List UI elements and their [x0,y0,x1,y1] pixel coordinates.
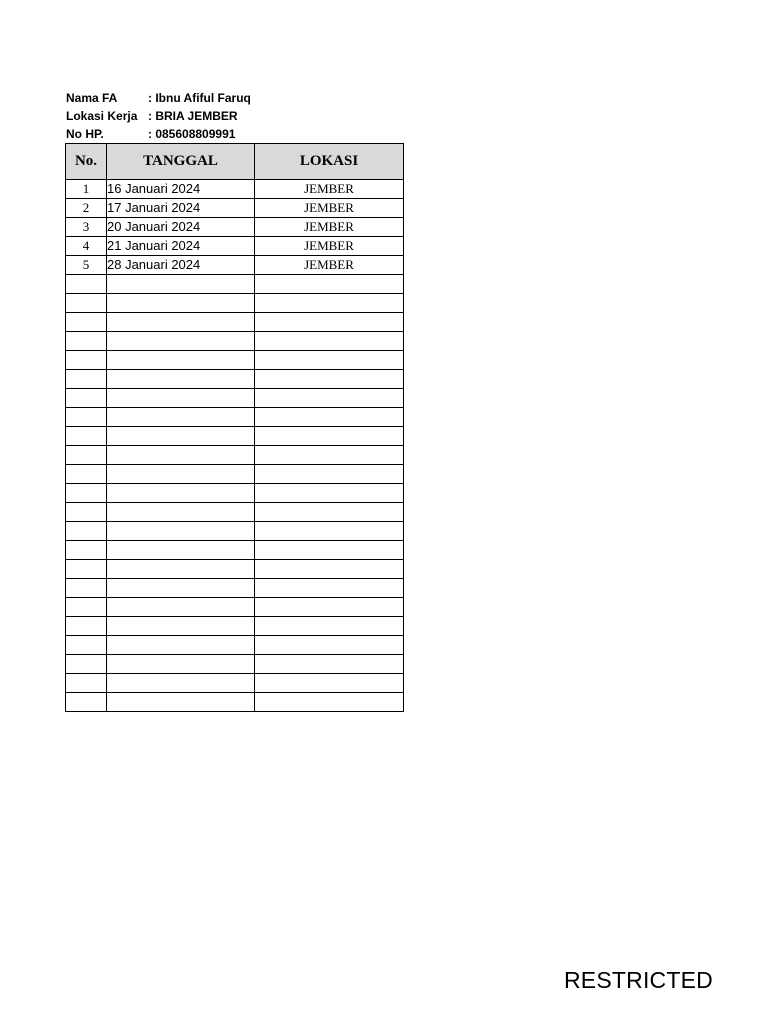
empty-table-row [66,484,404,503]
phone-value: : 085608809991 [148,127,236,141]
table-row [66,218,404,237]
empty-table-row [66,655,404,674]
empty-table-row [66,275,404,294]
empty-cell [66,636,107,655]
column-header-no: No. [66,144,107,180]
empty-table-row [66,370,404,389]
table-row [66,199,404,218]
empty-cell [107,522,255,541]
cell-tanggal: 28 Januari 2024 [107,256,255,275]
empty-cell [255,465,404,484]
empty-cell [107,294,255,313]
empty-cell [255,617,404,636]
empty-cell [255,560,404,579]
empty-table-row [66,427,404,446]
empty-cell [66,294,107,313]
empty-cell [66,522,107,541]
empty-cell [66,408,107,427]
empty-cell [255,275,404,294]
empty-cell [107,389,255,408]
empty-table-row [66,598,404,617]
empty-cell [107,560,255,579]
phone-label: No HP. [66,127,104,141]
empty-cell [107,332,255,351]
empty-table-row [66,332,404,351]
empty-cell [66,351,107,370]
empty-cell [255,294,404,313]
empty-table-row [66,446,404,465]
cell-tanggal: 17 Januari 2024 [107,199,255,218]
empty-cell [66,674,107,693]
cell-no: 3 [66,218,107,237]
empty-table-row [66,560,404,579]
empty-cell [107,693,255,712]
empty-cell [66,484,107,503]
empty-cell [66,693,107,712]
cell-lokasi: JEMBER [255,180,404,199]
empty-cell [66,503,107,522]
empty-table-row [66,351,404,370]
empty-cell [66,465,107,484]
empty-cell [255,313,404,332]
cell-tanggal: 16 Januari 2024 [107,180,255,199]
cell-no: 2 [66,199,107,218]
cell-lokasi: JEMBER [255,199,404,218]
empty-cell [255,655,404,674]
empty-cell [255,427,404,446]
name-label: Nama FA [66,91,118,105]
empty-table-row [66,674,404,693]
empty-cell [107,275,255,294]
empty-cell [66,313,107,332]
empty-cell [255,541,404,560]
empty-cell [255,503,404,522]
empty-cell [255,484,404,503]
empty-cell [255,370,404,389]
empty-cell [66,598,107,617]
empty-cell [66,389,107,408]
empty-cell [255,332,404,351]
cell-tanggal: 20 Januari 2024 [107,218,255,237]
empty-cell [107,541,255,560]
empty-cell [66,655,107,674]
cell-no: 1 [66,180,107,199]
empty-cell [107,674,255,693]
empty-cell [66,332,107,351]
empty-table-row [66,294,404,313]
empty-cell [255,446,404,465]
empty-table-row [66,313,404,332]
cell-no: 5 [66,256,107,275]
cell-tanggal: 21 Januari 2024 [107,237,255,256]
empty-table-row [66,636,404,655]
empty-table-row [66,465,404,484]
empty-table-row [66,617,404,636]
cell-lokasi: JEMBER [255,256,404,275]
name-value: : Ibnu Afiful Faruq [148,91,251,105]
empty-cell [107,636,255,655]
empty-table-row [66,579,404,598]
table-header-row [66,144,404,180]
empty-cell [107,598,255,617]
work-location-value: : BRIA JEMBER [148,109,238,123]
table-row [66,180,404,199]
empty-cell [107,446,255,465]
empty-table-row [66,389,404,408]
empty-cell [66,579,107,598]
empty-cell [107,351,255,370]
cell-no: 4 [66,237,107,256]
empty-cell [107,408,255,427]
column-header-tanggal: TANGGAL [107,144,255,180]
empty-cell [255,522,404,541]
empty-table-row [66,541,404,560]
attendance-table [65,143,404,712]
column-header-lokasi: LOKASI [255,144,404,180]
empty-table-row [66,693,404,712]
empty-cell [255,351,404,370]
empty-cell [107,313,255,332]
empty-cell [255,674,404,693]
empty-cell [66,541,107,560]
restricted-label: RESTRICTED [564,967,713,993]
empty-cell [66,275,107,294]
empty-table-row [66,503,404,522]
cell-lokasi: JEMBER [255,218,404,237]
empty-cell [66,617,107,636]
empty-cell [107,427,255,446]
empty-cell [107,655,255,674]
empty-cell [255,598,404,617]
cell-lokasi: JEMBER [255,237,404,256]
empty-cell [66,446,107,465]
table-body [66,180,404,712]
empty-cell [66,370,107,389]
empty-cell [107,579,255,598]
empty-cell [255,636,404,655]
empty-cell [66,427,107,446]
work-location-label: Lokasi Kerja [66,109,138,123]
empty-cell [66,560,107,579]
empty-table-row [66,522,404,541]
empty-cell [255,693,404,712]
empty-cell [107,370,255,389]
table-row [66,256,404,275]
empty-cell [255,408,404,427]
table-row [66,237,404,256]
empty-cell [107,503,255,522]
empty-cell [107,484,255,503]
empty-cell [107,465,255,484]
empty-table-row [66,408,404,427]
empty-cell [255,389,404,408]
empty-cell [255,579,404,598]
empty-cell [107,617,255,636]
